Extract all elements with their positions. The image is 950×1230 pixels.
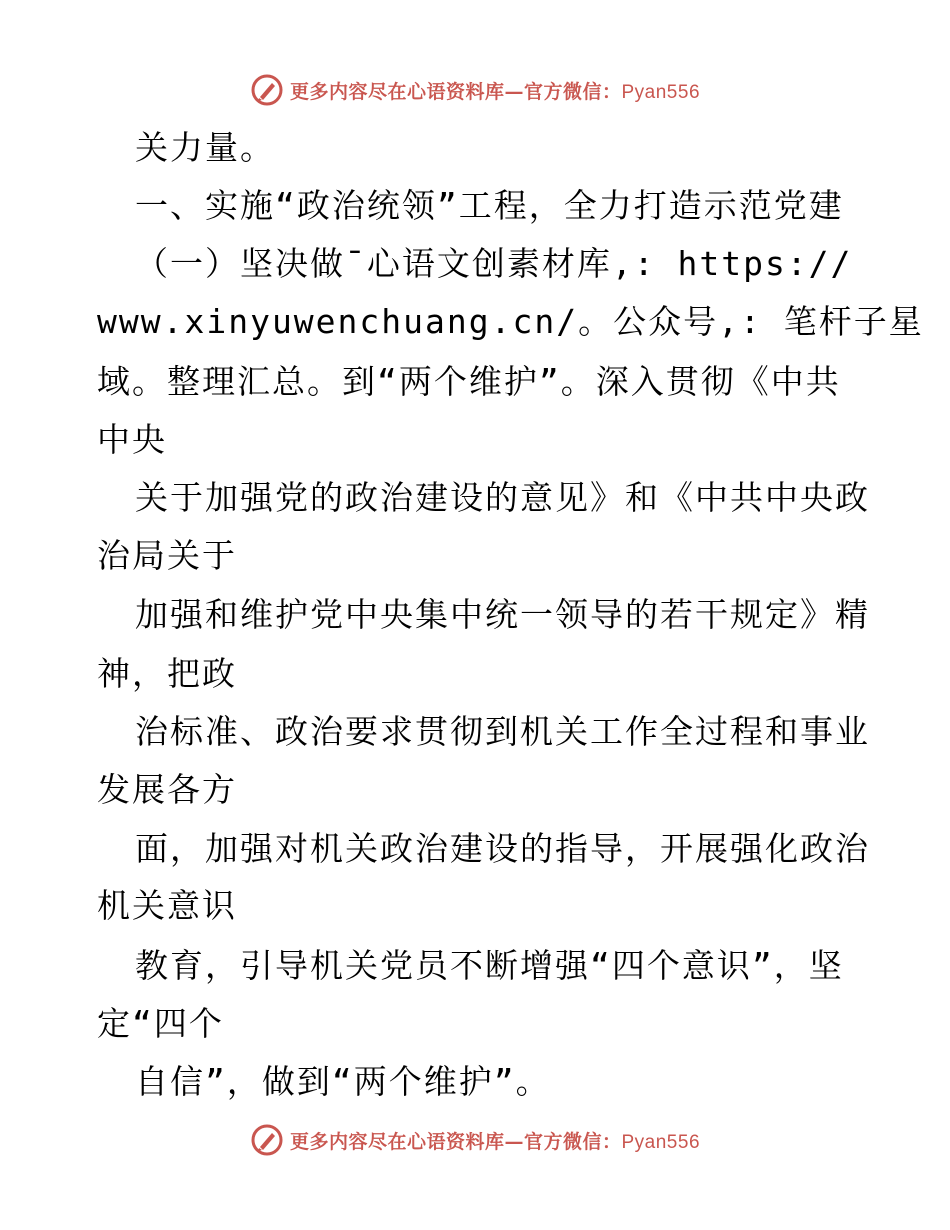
- header-banner-label: 更多内容尽在心语资料库—官方微信：: [289, 80, 622, 103]
- text-line: 加强和维护党中央集中统一领导的若干规定》精: [135, 595, 870, 634]
- footer-banner-text: [290, 1127, 700, 1154]
- text-line: 发展各方: [97, 770, 237, 809]
- text-line: 定“四个: [97, 1004, 224, 1043]
- text-line: 关于加强党的政治建设的意见》和《中共中央政: [135, 478, 870, 517]
- text-line: 机关意识: [97, 886, 237, 925]
- text-line: www.xinyuwenchuang.cn/。公众号,: 笔杆子星: [97, 302, 924, 341]
- text-line: 域。整理汇总。到“两个维护”。深入贯彻《中共: [97, 362, 841, 401]
- text-line: 治局关于: [97, 536, 237, 575]
- text-line: 面，加强对机关政治建设的指导，开展强化政治: [135, 829, 870, 868]
- footer-banner: [0, 1120, 950, 1160]
- header-banner-wechat: Pyan556: [621, 81, 701, 103]
- text-line: 自信”，做到“两个维护”。: [135, 1062, 551, 1101]
- text-line: 教育，引导机关党员不断增强“四个意识”，坚: [135, 946, 844, 985]
- pen-logo-icon: [250, 1123, 284, 1157]
- text-line: 关力量。: [135, 128, 275, 167]
- footer-banner-label: 更多内容尽在心语资料库—官方微信：: [289, 1130, 622, 1153]
- text-line: （一）坚决做¯心语文创素材库,: https://: [135, 244, 853, 283]
- footer-banner-wechat: Pyan556: [621, 1131, 701, 1153]
- text-line: 治标准、政治要求贯彻到机关工作全过程和事业: [135, 712, 870, 751]
- text-line: 中央: [97, 420, 167, 459]
- text-line: 一、实施“政治统领”工程，全力打造示范党建: [135, 186, 844, 225]
- text-line: 神，把政: [97, 654, 237, 693]
- footer-banner-inner: [250, 1123, 700, 1157]
